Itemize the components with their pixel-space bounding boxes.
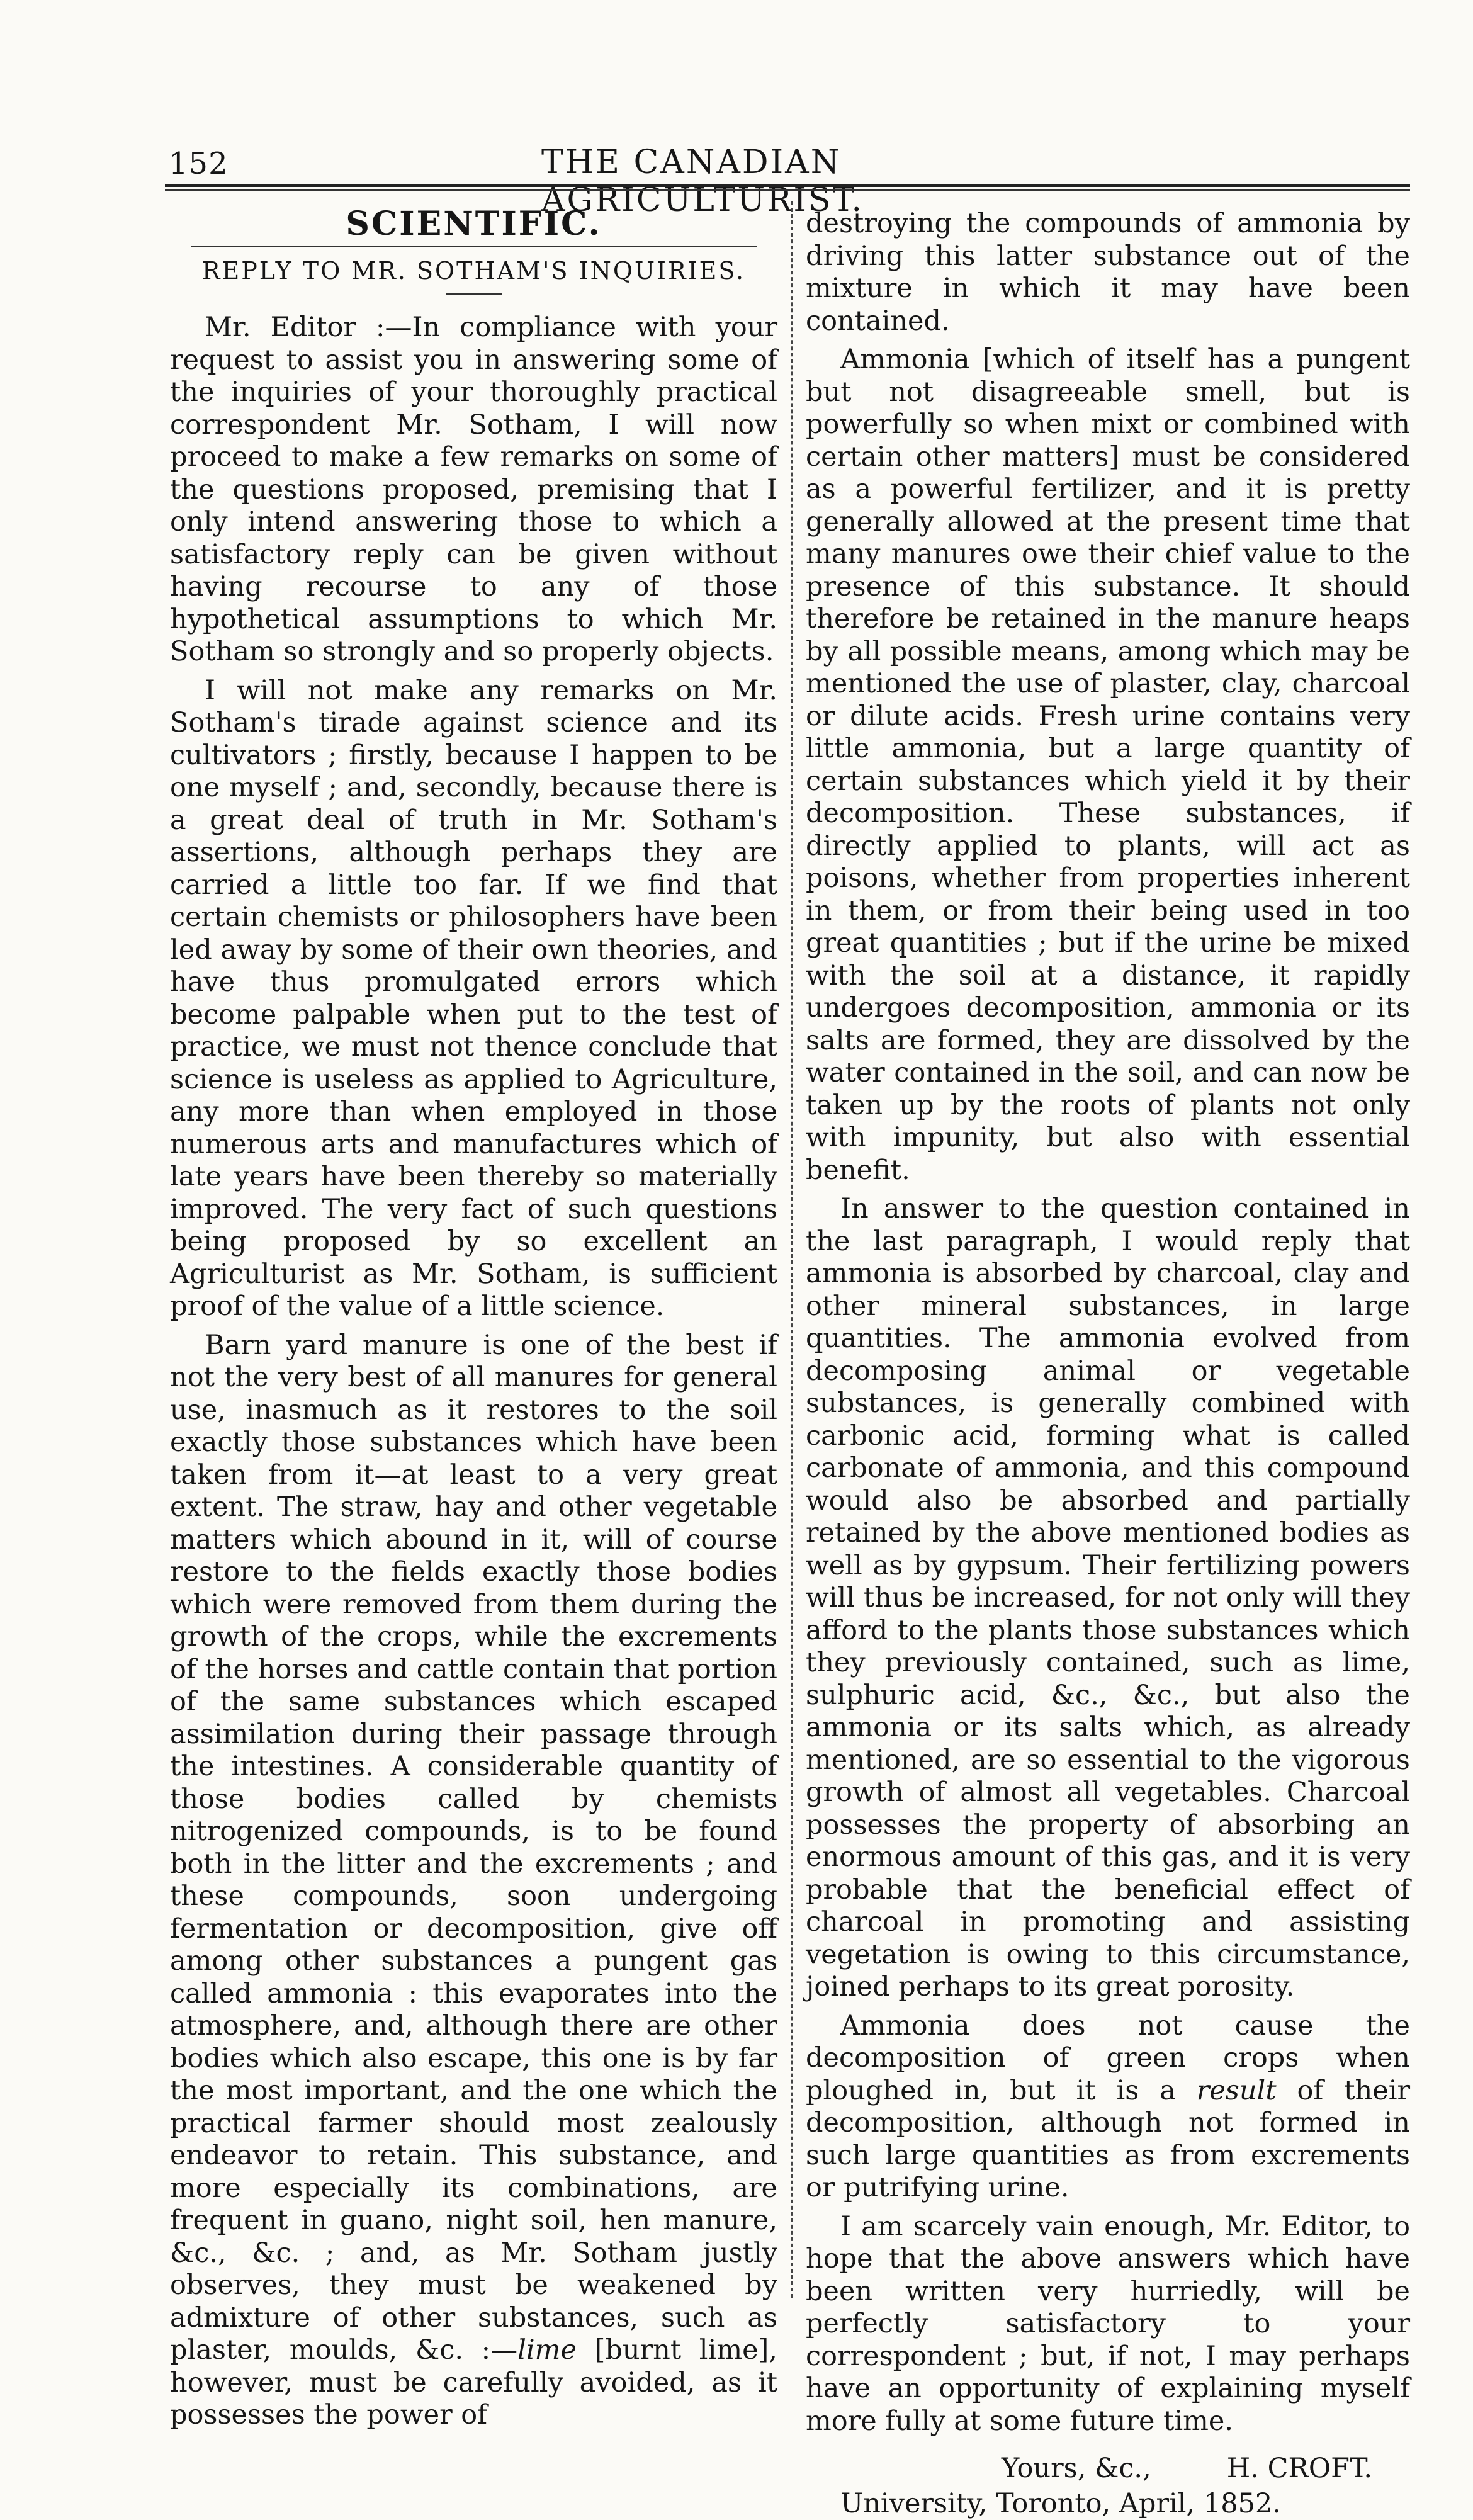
article-title: REPLY TO MR. SOTHAM'S INQUIRIES. — [170, 255, 777, 288]
running-title: THE CANADIAN AGRICULTURIST. — [541, 144, 1108, 219]
header-rule — [165, 184, 1410, 191]
paragraph — [170, 1330, 777, 2432]
paragraph: destroying the compounds of ammonia by driving this latter substance out of the mixture in which it may have been contained. — [806, 208, 1410, 337]
paragraph-text: Ammonia does not cause the decomposition of green crops when ploughed in, but it is a — [806, 2010, 1410, 2106]
title-rule — [446, 293, 502, 295]
italic-word: result — [1197, 2075, 1277, 2106]
paragraph: I will not make any remarks on Mr. Sotham's tirade against science and its cultivators ; firstly, because I happen to be one myself ; and, secondly, because there is a great deal of truth in Mr. Sotham's assertions, although perhaps they are carried a little too far. If we find that certain chemists or philosophers have been led away by some of their own theories, and have thus promulgated errors which become palpable when put to the test of practice, we must not thence conclude that science is useless as applied to Agriculture, any more than when employed in those numerous arts and manufactures which of late years have been thereby so materially improved. The very fact of such questions being proposed by so excellent an Agriculturist as Mr. Sotham, is sufficient proof of the value of a little science. — [170, 675, 777, 1323]
signature: H. CROFT. — [1227, 2453, 1372, 2485]
italic-word: lime — [517, 2334, 577, 2366]
paragraph — [806, 2010, 1410, 2205]
paragraph-text: Barn yard manure is one of the best if not the very best of all manures for general use, inasmuch as it restores to the soil exactly those substances which have been taken from it—at least to a very great extent. The straw, hay and other vegetable matters which abound in it, will of course restore to the fields exactly those bodies which were removed from them during the growth of the crops, while the excrements of the horses and cattle contain that portion of the same substances which escaped assimilation during their passage through the intestines. A considerable quantity of those bodies called by chemists nitrogenized compounds, is to be found both in the litter and the excrements ; and these compounds, soon undergoing fermentation or decomposition, give off among other substances a pungent gas called ammonia : this evaporates into the atmosphere, and, although there are other bodies which also escape, this one is by far the most important, and the one which the practical farmer should most zealously endeavor to retain. This substance, and more especially its combinations, are frequent in guano, night soil, hen manure, &c., &c. ; and, as Mr. Sotham justly observes, they must be weakened by admixture of other substances, such as plaster, moulds, &c. :— — [170, 1330, 777, 2366]
paragraph: In answer to the question contained in the last paragraph, I would reply that ammonia is absorbed by charcoal, clay and other mineral substances, in large quantities. The ammonia evolved from decomposing animal or vegetable substances, is generally combined with carbonic acid, forming what is called carbonate of ammonia, and this compound would also be absorbed and partially retained by the above mentioned bodies as well as by gypsum. Their fertilizing powers will thus be increased, for not only will they afford to the plants those substances which they previously contained, such as lime, sulphuric acid, &c., &c., but also the ammonia or its salts which, as already mentioned, are so essential to the vigorous growth of almost all vegetables. Charcoal possesses the property of absorbing an enormous amount of this gas, and it is very probable that the beneficial effect of charcoal in promoting and assisting vegetation is owing to this circumstance, joined perhaps to its great porosity. — [806, 1193, 1410, 2004]
dateline: University, Toronto, April, 1852. — [806, 2488, 1410, 2520]
closing: Yours, &c., — [1002, 2453, 1151, 2485]
signature-line — [806, 2453, 1410, 2485]
section-rule — [191, 246, 757, 247]
section-title: SCIENTIFIC. — [170, 208, 777, 240]
right-column — [806, 208, 1410, 2520]
page-number: 152 — [169, 146, 229, 181]
paragraph: Ammonia [which of itself has a pungent but not disagreeable smell, but is powerfully so when mixt or combined with certain other matters] must be considered as a powerful fertilizer, and it is pretty generally allowed at the present time that many manures owe their chief value to the presence of this substance. It should therefore be retained in the manure heaps by all possible means, among which may be mentioned the use of plaster, clay, charcoal or dilute acids. Fresh urine contains very little ammonia, but a large quantity of certain substances which yield it by their decomposition. These substances, if directly applied to plants, will act as poisons, whether from properties inherent in them, or from their being used in too great quantities ; but if the urine be mixed with the soil at a distance, it rapidly undergoes decomposition, ammonia or its salts are formed, they are dissolved by the water contained in the soil, and can now be taken up by the roots of plants not only with impunity, but also with essential benefit. — [806, 344, 1410, 1187]
paragraph: I am scarcely vain enough, Mr. Editor, to hope that the above answers which have been written very hurriedly, will be perfectly satisfactory to your correspondent ; but, if not, I may perhaps have an opportunity of explaining myself more fully at some future time. — [806, 2211, 1410, 2438]
paragraph-text: of their decomposition, although not formed in such large quantities as from excrements or putrifying urine. — [806, 2075, 1410, 2204]
column-divider — [791, 201, 793, 2298]
left-column — [170, 208, 777, 2432]
paragraph-text: [burnt lime], however, must be carefully avoided, as it possesses the power of — [170, 2334, 777, 2431]
paragraph: Mr. Editor :—In compliance with your request to assist you in answering some of the inquiries of your thoroughly practical correspondent Mr. Sotham, I will now proceed to make a few remarks on some of the questions proposed, premising that I only intend answering those to which a satisfactory reply can be given without having recourse to any of those hypothetical assumptions to which Mr. Sotham so strongly and so properly objects. — [170, 312, 777, 669]
